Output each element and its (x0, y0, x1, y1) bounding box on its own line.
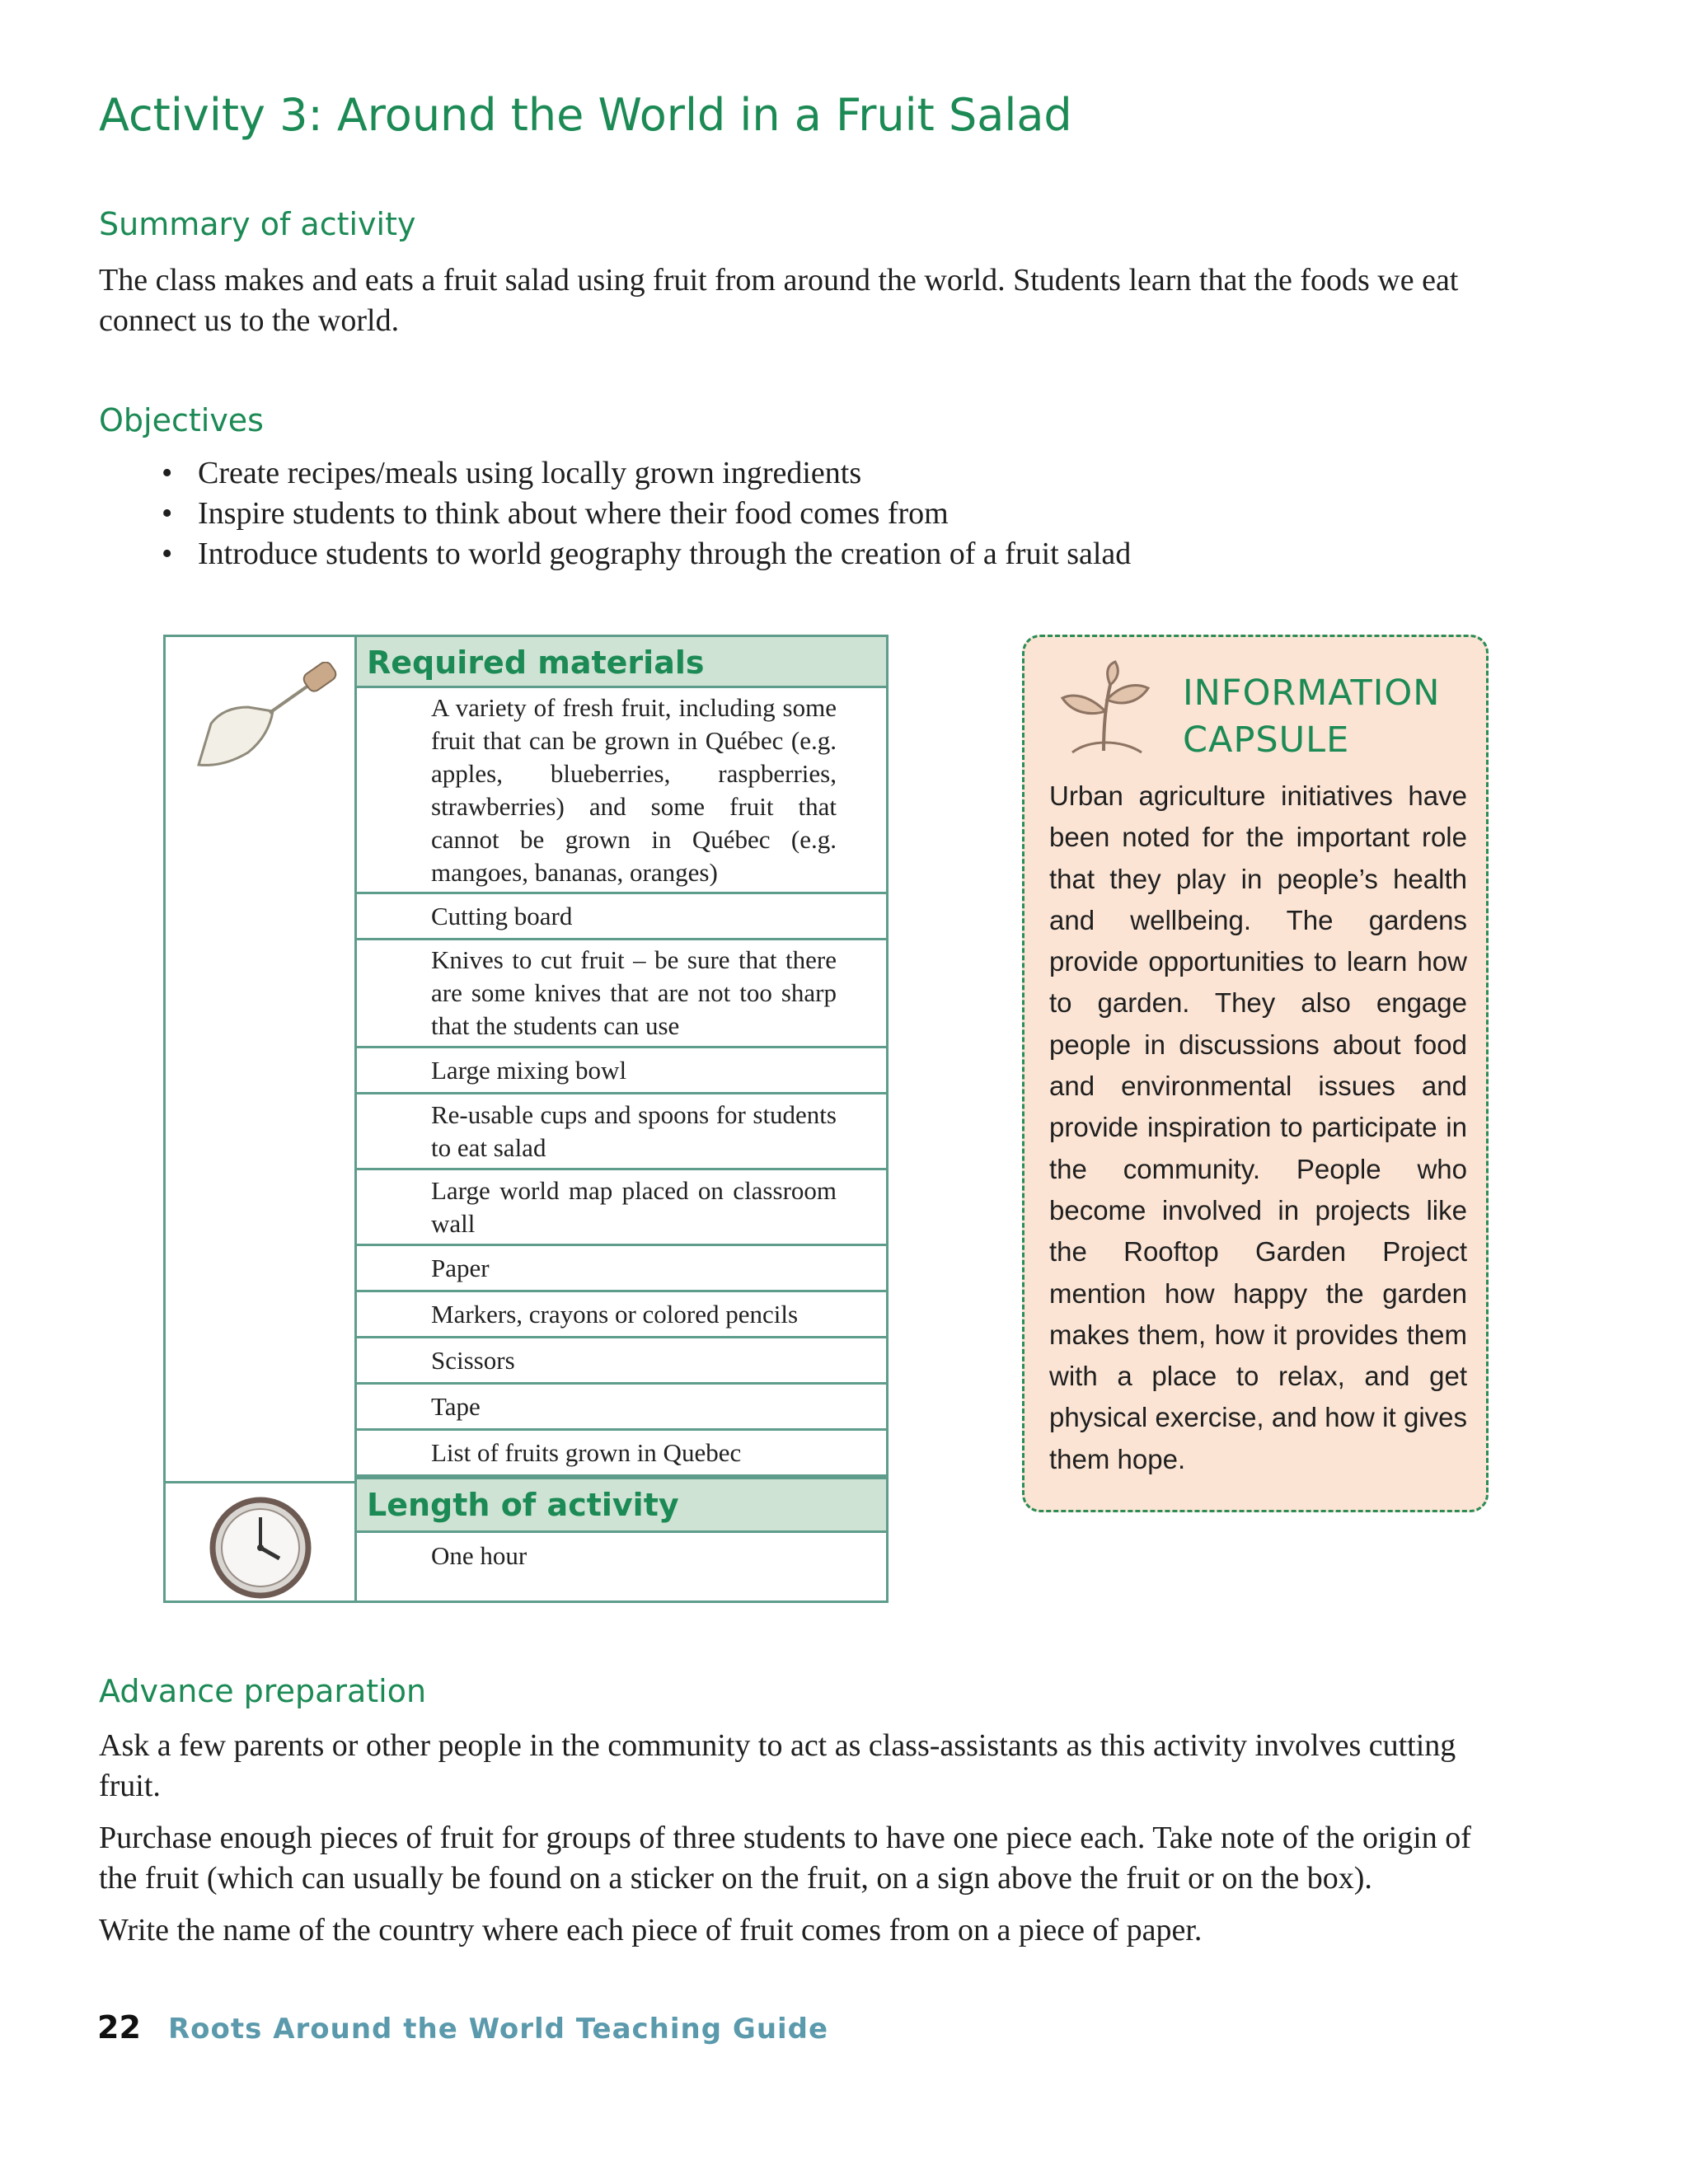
icon-column (166, 637, 357, 1601)
objectives-heading: Objectives (99, 402, 264, 438)
clock-icon (207, 1494, 314, 1601)
objective-item: • Create recipes/meals using locally grown ingredients (157, 453, 1131, 494)
page-footer (97, 2009, 828, 2046)
capsule-text: Urban agriculture initiatives have been noted for the important role that they play in people’s health and wellbeing. The gardens provide opportunities to learn how to garden. They also engage people in discussions about food and environmental issues and provide inspiration to participate in the community. People who become involved in projects like the Rooftop Garden Project mention how happy the garden makes them, how it provides them with a place to relax, and get physical exercise, and how it gives them hope. (1049, 780, 1467, 1474)
material-row (357, 940, 886, 1048)
icon-divider (166, 1481, 357, 1483)
length-heading: Length of activity (357, 1477, 886, 1533)
material-item: Markers, crayons or colored pencils (431, 1299, 799, 1329)
advance-paragraph: Write the name of the country where each piece of fruit comes from on a piece of paper. (99, 1913, 1203, 1947)
length-value: One hour (431, 1541, 528, 1570)
material-row (357, 1338, 886, 1385)
material-item: Re-usable cups and spoons for students to eat salad (431, 1099, 837, 1162)
summary-text: The class makes and eats a fruit salad using fruit from around the world. Students learn that the foods we eat connect us to the world. (99, 263, 1459, 338)
material-row (357, 1431, 886, 1477)
advance-paragraph: Ask a few parents or other people in the community to act as class-assistants as this activity involves cutting fruit. (99, 1728, 1456, 1803)
materials-rows (357, 637, 886, 1582)
material-item: Large world map placed on classroom wall (431, 1175, 837, 1238)
material-row (357, 1094, 886, 1170)
sprouting-plant-icon (1056, 660, 1155, 755)
material-item: Tape (431, 1391, 481, 1421)
summary-heading: Summary of activity (99, 206, 416, 242)
advance-paragraph: Purchase enough pieces of fruit for groups of three students to have one piece each. Take note of the origin of the fruit (which can usually be found on a sticker on the fruit, on a sign above the fruit or on the box). (99, 1821, 1471, 1896)
materials-table (163, 635, 889, 1603)
material-row (357, 1246, 886, 1292)
information-capsule (1022, 635, 1489, 1512)
advance-heading: Advance preparation (99, 1673, 427, 1709)
material-item: Paper (431, 1253, 490, 1282)
materials-heading: Required materials (357, 637, 886, 688)
length-row (357, 1533, 886, 1582)
page-title: Activity 3: Around the World in a Fruit Salad (99, 89, 1072, 141)
material-row (357, 1385, 886, 1431)
material-item: Knives to cut fruit – be sure that there are some knives that are not too sharp that the students can use (431, 945, 837, 1040)
material-row (357, 688, 886, 894)
trowel-icon (190, 662, 339, 777)
material-row (357, 1292, 886, 1338)
material-row (357, 894, 886, 940)
page-number: 22 (97, 2009, 141, 2046)
objective-item: • Introduce students to world geography through the creation of a fruit salad (157, 534, 1131, 574)
material-row (357, 1170, 886, 1246)
material-item: Scissors (431, 1345, 515, 1375)
guide-title: Roots Around the World Teaching Guide (167, 2013, 829, 2046)
capsule-title: INFORMATION CAPSULE (1183, 673, 1441, 761)
objectives-list (157, 453, 1131, 574)
material-item: Cutting board (431, 901, 573, 930)
objective-item: • Inspire students to think about where their food comes from (157, 494, 1131, 534)
material-item: Large mixing bowl (431, 1055, 627, 1085)
material-row (357, 1048, 886, 1094)
material-item: List of fruits grown in Quebec (431, 1437, 742, 1467)
material-item: A variety of fresh fruit, including some fruit that can be grown in Québec (e.g. apples, blueberries, raspberries, strawberries) and some fruit that cannot be grown in Québec (e.g. mangoes, bananas, oranges) (431, 692, 837, 887)
